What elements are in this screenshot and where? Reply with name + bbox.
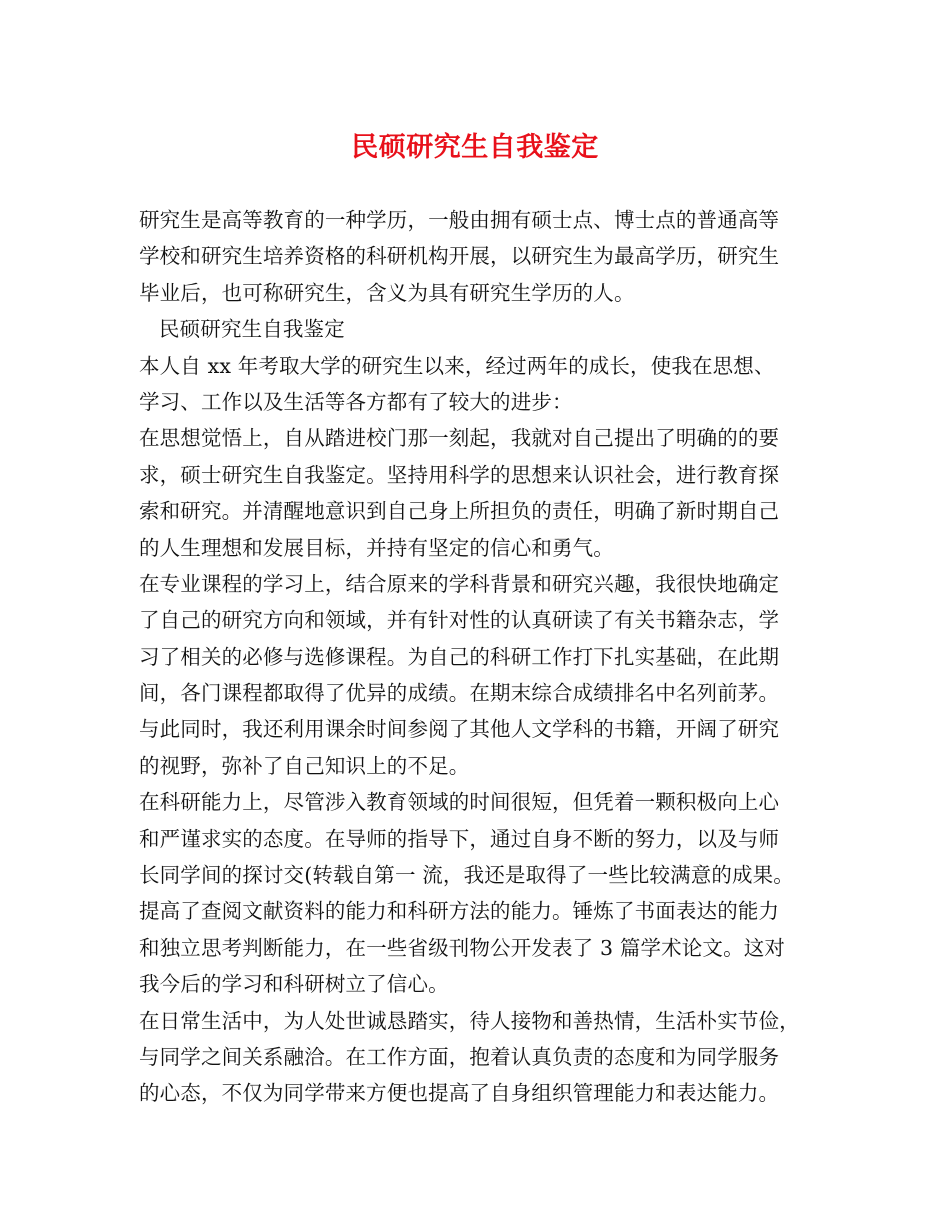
document-body: [139, 202, 829, 1112]
body-line: 在专业课程的学习上，结合原来的学科背景和研究兴趣，我很快地确定: [139, 571, 780, 596]
body-line: 和独立思考判断能力，在一些省级刊物公开发表了 3 篇学术论文。这对: [139, 935, 786, 960]
body-line: 学习、工作以及生活等各方都有了较大的进步：: [139, 389, 573, 414]
body-line: 本人自 xx 年考取大学的研究生以来，经过两年的成长，使我在思想、: [139, 353, 775, 378]
body-line: 研究生是高等教育的一种学历，一般由拥有硕士点、博士点的普通高等: [139, 208, 780, 232]
body-line: 的心态，不仅为同学带来方便也提高了自身组织管理能力和表达能力。: [139, 1081, 780, 1106]
body-line: 的人生理想和发展目标，并持有坚定的信心和勇气。: [139, 535, 614, 560]
body-line: 索和研究。并清醒地意识到自己身上所担负的责任，明确了新时期自己: [139, 499, 780, 524]
body-line: 求，硕士研究生自我鉴定。坚持用科学的思想来认识社会，进行教育探: [139, 462, 780, 487]
body-line: 和严谨求实的态度。在导师的指导下，通过自身不断的努力，以及与师: [139, 826, 780, 851]
document-title: 民硕研究生自我鉴定: [351, 132, 599, 163]
body-line: 间，各门课程都取得了优异的成绩。在期末综合成绩排名中名列前茅。: [139, 681, 780, 706]
body-line: 在科研能力上，尽管涉入教育领域的时间很短，但凭着一颗积极向上心: [139, 790, 780, 815]
body-line: 与此同时，我还利用课余时间参阅了其他人文学科的书籍，开阔了研究: [139, 717, 780, 742]
body-line: 在日常生活中，为人处世诚恳踏实，待人接物和善热情，生活朴实节俭，: [139, 1008, 800, 1033]
body-line: 在思想觉悟上，自从踏进校门那一刻起，我就对自己提出了明确的的要: [139, 426, 780, 451]
body-line: 的视野，弥补了自己知识上的不足。: [139, 753, 470, 778]
body-line: 毕业后，也可称研究生，含义为具有研究生学历的人。: [139, 280, 635, 305]
body-line: 提高了查阅文献资料的能力和科研方法的能力。锤炼了书面表达的能力: [139, 899, 780, 924]
body-line: 我今后的学习和科研树立了信心。: [139, 972, 449, 997]
body-line: 长同学间的探讨交(转载自第一 流，我还是取得了一些比较满意的成果。: [139, 863, 794, 888]
section-heading: 民硕研究生自我鉴定: [159, 317, 345, 342]
body-line: 学校和研究生培养资格的科研机构开展，以研究生为最高学历，研究生: [139, 244, 780, 269]
body-line: 习了相关的必修与选修课程。为自己的科研工作打下扎实基础，在此期: [139, 644, 780, 669]
body-line: 与同学之间关系融洽。在工作方面，抱着认真负责的态度和为同学服务: [139, 1044, 780, 1069]
body-line: 了自己的研究方向和领域，并有针对性的认真研读了有关书籍杂志，学: [139, 608, 780, 633]
